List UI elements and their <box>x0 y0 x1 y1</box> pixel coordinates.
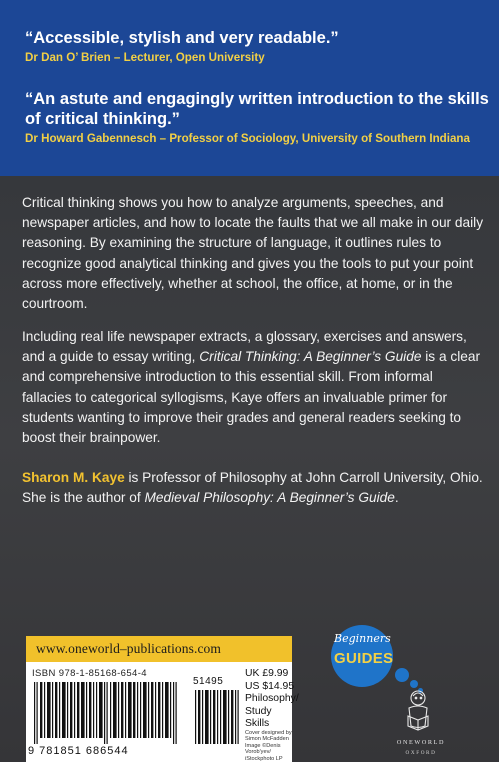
review-quote-2 <box>25 89 495 147</box>
book-title: Critical Thinking: A Beginner’s Guide <box>199 349 422 365</box>
blurb-text: Including real life newspaper extracts, a glossary, exercises and answers, and a guide to essay writing, <box>22 329 467 365</box>
quote-role: – Professor of Sociology, University of Southern Indiana <box>156 132 470 145</box>
quote-author: Dr Howard Gabennesch <box>25 132 157 145</box>
price-us: US $14.95 <box>245 680 295 692</box>
quote-role: – Lecturer, Open University <box>110 51 265 64</box>
barcode-digits: 9 781851 686544 <box>28 745 129 757</box>
subject-category: Philosophy/ Study Skills <box>245 693 299 730</box>
review-quote-1 <box>25 28 485 66</box>
price-block <box>245 668 299 731</box>
quote-author: Dr Dan O’ Brien <box>25 51 111 64</box>
blurb-paragraph-1: Critical thinking shows you how to analyze arguments, speeches, and newspaper articles, and how to locate the faults that we all make in our daily reasoning. By examining the structure of language, it outlines rules to recognize good analytical thinking and gives you the tools to put your point across more effectively, whether at school, the office, at home, or in the courtroom. <box>22 195 484 312</box>
price-uk: UK £9.99 <box>245 668 289 679</box>
blurb-text: is a clear and comprehensive introduction to this essential skill. From informal fallacies to categorical syllogisms, Kaye offers an invaluable primer for students wanting to improve their grades and general readers seeking to boost their brainpower. <box>22 349 481 446</box>
addon-barcode <box>194 690 240 744</box>
publisher-city: OXFORD <box>405 750 437 756</box>
publisher-url-bar <box>26 636 292 662</box>
logo-script-text: Beginners <box>334 632 391 645</box>
thought-bubble-icon <box>395 668 409 682</box>
author-bio <box>22 468 484 508</box>
quote-attribution <box>25 131 495 147</box>
publisher-url: www.oneworld–publications.com <box>36 641 221 656</box>
reading-figure-icon <box>396 686 436 736</box>
publisher-name: ONEWORLD <box>396 739 446 746</box>
quote-text: “An astute and engagingly written introduction to the skills of critical thinking.” <box>25 90 489 128</box>
author-name: Sharon M. Kaye <box>22 470 125 485</box>
quote-band <box>0 0 499 176</box>
isbn-label: ISBN 978-1-85168-654-4 <box>32 668 147 679</box>
quote-text: “Accessible, stylish and very readable.” <box>25 29 339 47</box>
bio-text: . <box>394 490 399 506</box>
cover-credits: Cover designed by Simon McFadden Image ©Denis Vorob'yev/ iStockphoto LP <box>245 730 292 762</box>
blurb-paragraph-2 <box>22 327 484 448</box>
logo-guides-text: GUIDES <box>334 650 394 667</box>
quote-attribution <box>25 50 485 66</box>
ean-barcode <box>32 682 182 744</box>
other-book-title: Medieval Philosophy: A Beginner’s Guide <box>144 490 395 506</box>
bio-text: is Professor of Philosophy at John Carroll University, Ohio. She is the author of <box>22 470 483 506</box>
addon-code: 51495 <box>193 676 224 687</box>
